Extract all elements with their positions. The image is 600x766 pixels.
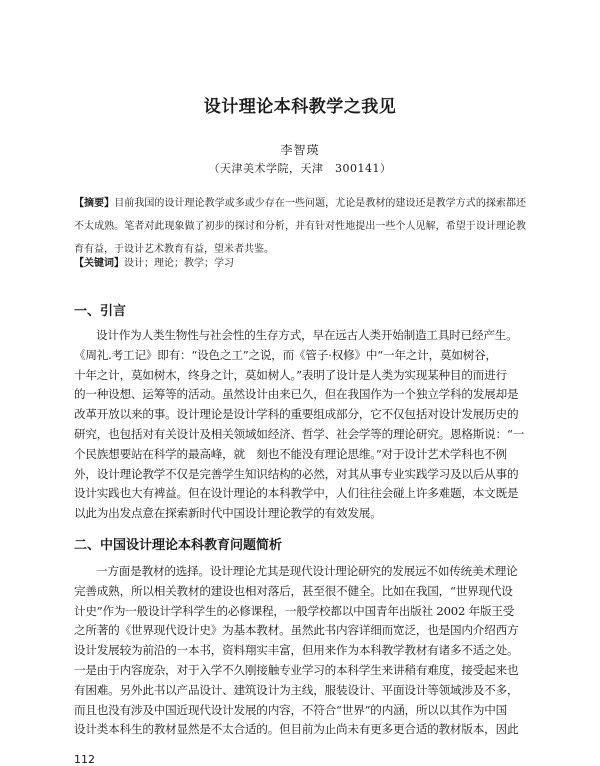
body-line: 《周礼.考工记》即有：“设色之工”之说，而《管子·权修》中“一年之计，莫如树谷， bbox=[74, 347, 497, 362]
section-heading-problem-analysis: 二、中国设计理论本科教育问题简析 bbox=[74, 538, 283, 553]
body-line: 有困难。另外此书以产品设计、建筑设计为主线，服装设计、平面设计等领域涉及不多， bbox=[74, 682, 519, 697]
body-line: 而且也没有涉及中国近现代设计发展的内容，不符合“世界”的内涵，所以以其作为中国 bbox=[74, 702, 508, 717]
body-line: 一方面是教材的选择。设计理论尤其是现代设计理论研究的发展远不如传统美术理论 bbox=[96, 564, 518, 578]
body-line: 设计发展较为前沿的一本书，资料翔实丰富，但用来作为本科教学教材有诸多不适之处。 bbox=[74, 643, 519, 658]
keywords bbox=[74, 256, 526, 272]
keywords-label: 【关键词】 bbox=[74, 258, 124, 269]
abstract-label: 【摘要】 bbox=[74, 198, 115, 209]
abstract-text: 目前我国的设计理论教学或多或少存在一些问题，尤论是教材的建设还是教学方式的探索都还不太成熟。笔者对此现象做了初步的探讨和分析，并有针对性地提出一些个人见解，希望于设计理论教育有益，于设计艺术教育有益，望米者共鉴。 bbox=[74, 198, 527, 255]
section-body-introduction bbox=[74, 326, 532, 524]
body-line: 设计实践也大有裨益。但在设计理论的本科教学中，人们往往会碰上许多难题，本文既是 bbox=[74, 486, 519, 501]
body-line: 研究，也包括对有关设计及相关领域如经济、哲学、社会学等的理论研究。恩格斯说：“一 bbox=[74, 426, 525, 441]
body-line: 改革开放以来的事。设计理论是设计学科的重要组成部分，它不仅包括对设计发展历史的 bbox=[74, 407, 519, 422]
section-body-problem-analysis bbox=[74, 562, 532, 740]
body-line: 完善成熟，所以相关教材的建设也相对落后，甚至很不健全。比如在我国，“世界现代设 bbox=[74, 583, 513, 598]
body-line: 外，设计理论教学不仅是完善学生知识结构的必然，对其从事专业实践学习及以后从事的 bbox=[74, 466, 519, 481]
page-number: 112 bbox=[74, 753, 95, 766]
body-line: 十年之计，莫如树木，终身之计，莫如树人。”表明了设计是人类为实现某种目的而进行 bbox=[74, 367, 507, 382]
body-line: 以此为出发点意在探索新时代中国设计理论教学的有效发展。 bbox=[74, 506, 382, 521]
body-line: 的一种设想、运筹等的活动。虽然设计由来已久，但在我国作为一个独立学科的发展却是 bbox=[74, 387, 519, 402]
keywords-text: 设计；理论；教学；学习 bbox=[124, 258, 234, 269]
body-line: 之所著的《世界现代设计史》为基本教材。虽然此书内容详细而宽泛，也是国内介绍西方 bbox=[74, 623, 519, 638]
body-line: 一是由于内容庞杂，对于入学不久刚接触专业学习的本科学生来讲稍有难度，接受起来也 bbox=[74, 662, 519, 677]
abstract bbox=[74, 192, 526, 261]
body-line: 设计作为人类生物性与社会性的生存方式，早在远古人类开始制造工具时已经产生。 bbox=[96, 328, 518, 342]
body-line: 个民族想要站在科学的最高峰，就 刻也不能没有理论思维。”对于设计艺术学科也不例 bbox=[74, 446, 507, 461]
author-name: 李智瑛 bbox=[280, 143, 320, 157]
body-line: 设计类本科生的教材显然是不太合适的。但目前为止尚未有更多更合适的教材版本，因此 bbox=[74, 722, 519, 737]
author-affiliation: （天津美术学院，天津 300141） bbox=[208, 162, 392, 175]
section-heading-introduction: 一、引言 bbox=[74, 304, 127, 319]
paper-title: 设计理论本科教学之我见 bbox=[203, 97, 397, 117]
body-line: 计史”作为一般设计学科学生的必修课程，一般学校都以中国青年出版社 2002 年版王受 bbox=[74, 603, 515, 618]
